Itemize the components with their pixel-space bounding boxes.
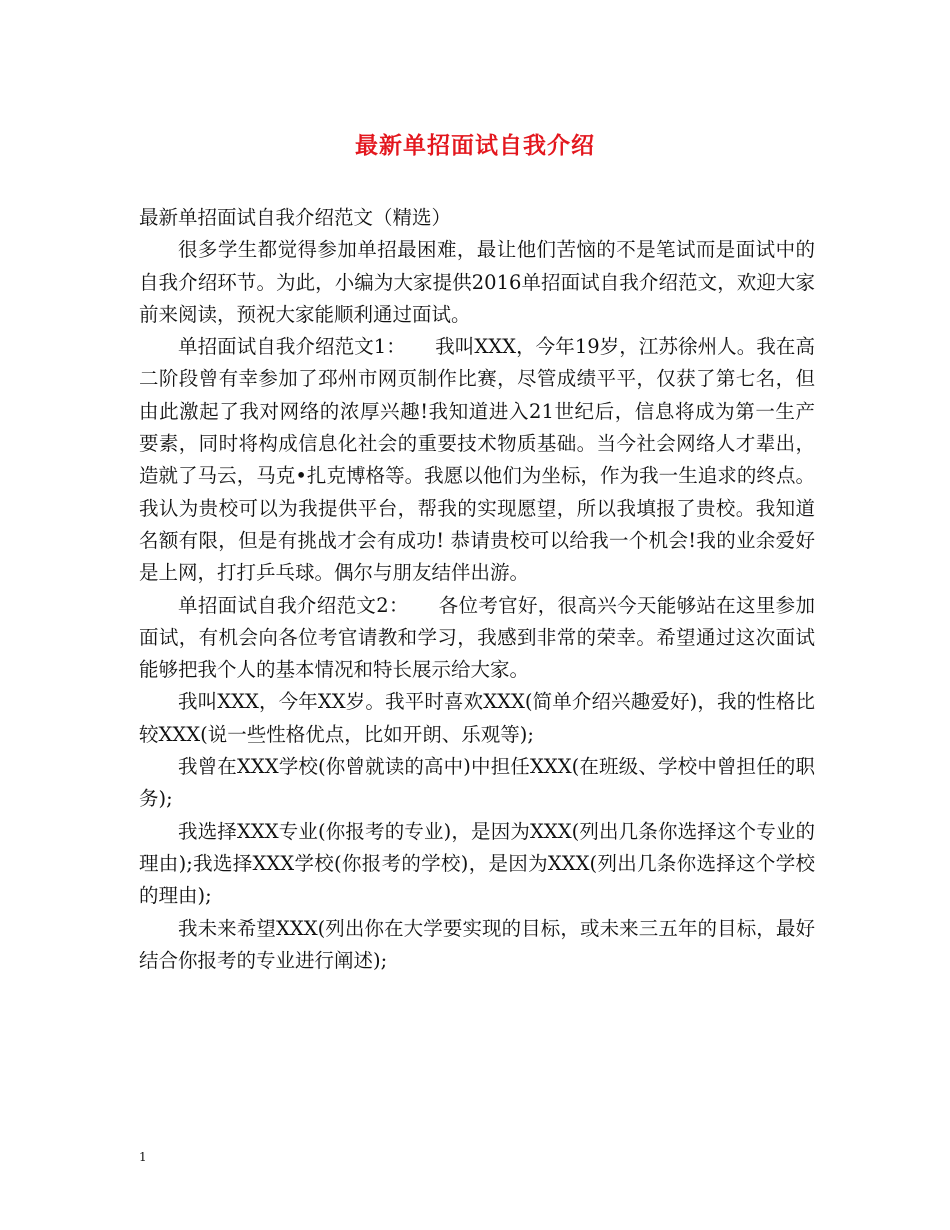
paragraph-major-choice: 我选择XXX专业(你报考的专业)，是因为XXX(列出几条你选择这个专业的理由);我选择XXX学校(你报考的学校)，是因为XXX(列出几条你选择这个学校的理由); xyxy=(139,819,815,908)
paragraph-intro: 很多学生都觉得参加单招最困难，最让他们苦恼的不是笔试而是面试中的自我介绍环节。为此，小编为大家提供2016单招面试自我介绍范文，欢迎大家前来阅读，预祝大家能顺利通过面试。 xyxy=(139,238,815,326)
paragraph-personal-info: 我叫XXX，今年XX岁。我平时喜欢XXX(简单介绍兴趣爱好)，我的性格比较XXX(说一些性格优点，比如开朗、乐观等); xyxy=(139,690,815,746)
page-number: 1 xyxy=(139,1150,147,1164)
document-title: 最新单招面试自我介绍 xyxy=(355,132,595,159)
paragraph-future-goal: 我未来希望XXX(列出你在大学要实现的目标，或未来三五年的目标，最好结合你报考的专业进行阐述); xyxy=(139,916,815,972)
paragraph-sample-1: 单招面试自我介绍范文1： 我叫XXX，今年19岁，江苏徐州人。我在高二阶段曾有幸参加了邳州市网页制作比赛，尽管成绩平平，仅获了第七名，但由此激起了我对网络的浓厚兴趣!我知道进入21世纪后，信息将成为第一生产要素，同时将构成信息化社会的重要技术物质基础。当今社会网络人才辈出，造就了马云，马克•扎克博格等。我愿以他们为坐标，作为我一生追求的终点。我认为贵校可以为我提供平台，帮我的实现愿望，所以我填报了贵校。我知道名额有限，但是有挑战才会有成功! 恭请贵校可以给我一个机会!我的业余爱好是上网，打打乒乓球。偶尔与朋友结伴出游。 xyxy=(139,335,815,585)
document-body xyxy=(139,202,815,977)
document-subtitle: 最新单招面试自我介绍范文（精选） xyxy=(139,206,452,229)
paragraph-sample-2: 单招面试自我介绍范文2： 各位考官好，很高兴今天能够站在这里参加面试，有机会向各位考官请教和学习，我感到非常的荣幸。希望通过这次面试能够把我个人的基本情况和特长展示给大家。 xyxy=(139,593,815,682)
paragraph-school-role: 我曾在XXX学校(你曾就读的高中)中担任XXX(在班级、学校中曾担任的职务); xyxy=(139,755,815,811)
